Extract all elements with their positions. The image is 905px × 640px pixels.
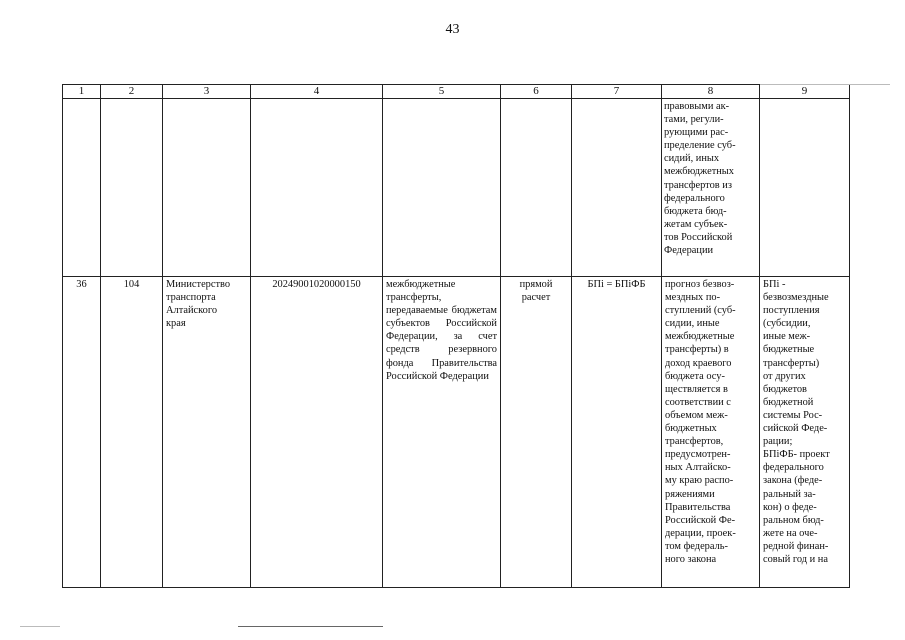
header-col-6: 6 — [501, 85, 572, 99]
page-number: 43 — [445, 22, 460, 37]
header-col-1: 1 — [63, 85, 101, 99]
continuation-method-text: правовыми ак- тами, регули- рующими рас- пределение суб- сидий, иных межбюджетных трансфертов из федерального бюджета бюд- жетам субъек- тов Российской Федерации — [662, 99, 760, 277]
continuation-row — [63, 99, 850, 277]
admin-code: 104 — [101, 277, 163, 588]
budget-classification-code: 20249001020000150 — [251, 277, 383, 588]
row-number: 36 — [63, 277, 101, 588]
budget-revenue-table — [62, 84, 850, 588]
header-col-5: 5 — [383, 85, 501, 99]
header-col-8: 8 — [662, 85, 760, 99]
scan-artifact — [20, 626, 60, 627]
footnote-separator — [238, 626, 383, 627]
cell-empty — [572, 99, 662, 277]
header-col-4: 4 — [251, 85, 383, 99]
cell-empty — [101, 99, 163, 277]
calculation-method: прямой расчет — [501, 277, 572, 588]
cell-empty — [760, 99, 850, 277]
header-row — [63, 85, 850, 99]
header-col-3: 3 — [163, 85, 251, 99]
header-col-2: 2 — [101, 85, 163, 99]
calculation-formula: БПi = БПiФБ — [572, 277, 662, 588]
administrator-name: Министерство транспорта Алтайского края — [163, 277, 251, 588]
cell-empty — [63, 99, 101, 277]
cell-empty — [251, 99, 383, 277]
scan-artifact — [760, 84, 890, 85]
header-col-9: 9 — [760, 85, 850, 99]
cell-empty — [163, 99, 251, 277]
cell-empty — [501, 99, 572, 277]
cell-empty — [383, 99, 501, 277]
formula-legend: БПi - безвозмездные поступления (субсидии, иные меж- бюджетные трансферты) от других бюджетов бюджетной системы Рос- сийской Феде- рации; БПiФБ- проект федерального закона (феде- ральный за- кон) о феде- ральном бюд- жете на оче- редной финан- совый год и на — [760, 277, 850, 588]
table-row — [63, 277, 850, 588]
revenue-description: межбюджетные трансферты, передаваемые бюджетам субъектов Российской Федерации, за счет средств резервного фонда Правительства Российской Федерации — [383, 277, 501, 588]
header-col-7: 7 — [572, 85, 662, 99]
forecast-algorithm: прогноз безвоз- мездных по- ступлений (суб- сидии, иные межбюджетные трансферты) в доход краевого бюджета осу- ществляется в соответствии с объемом меж- бюджетных трансфертов, предусмотрен- ных Алтайско- му краю распо- ряжениями Правительства Российской Фе- дерации, проек- том федераль- ного закона — [662, 277, 760, 588]
